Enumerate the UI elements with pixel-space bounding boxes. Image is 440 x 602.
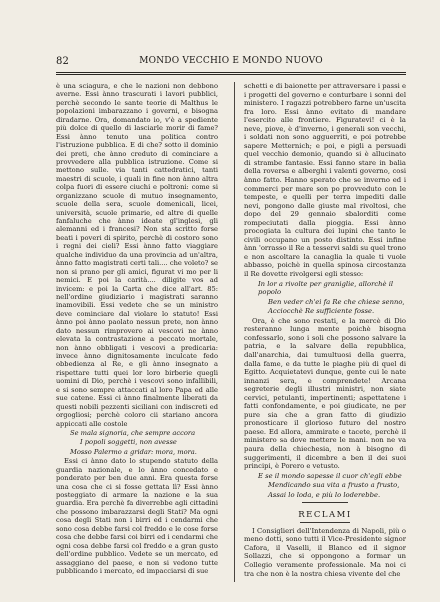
section-rule — [300, 522, 350, 523]
verse-line: Mosso Palermo a gridar: mora, mora. — [70, 447, 197, 456]
right-paragraph-3: I Consiglieri dell'Intendenza di Napoli, più o meno dotti, sono tutti il Vice-Presidente signor Cafora, il Vaselli, il Blanco ed il signor Sollazzi, che si oppongono a formar un Collegio veramente professionale. Ma noi ci tra che non è la nostra chiesa vivente del che — [244, 526, 406, 578]
verse-line: E se il mondo sapesse il cuor ch'egli ebbe — [258, 471, 402, 480]
right-paragraph-2: Ora, è che sono restati, e la mercè di Dio resteranno lunga mente poichè bisogna confessarlo, sono i soli che possono salvare la patria, e la salvare della repubblica, dall'anarchia, dai tumultuosi della guerra, dalla fame, e da tutte le piaghe più di quel di Egitto. Acquietatevi dunque, gente cui le nate innanzi sera, e comprendete! Arcana segreterie degli illustri ministri, non siate cervici, petulanti, impertinenti; aspettatene i fatti confondamente, e poi giudicate, ne per pure sia che a gran fatto di giudizio pronosticare il glorioso futuro del nostro paese. Ed allora, ammirate e tacete, perchè il ministero sa dove mettere le mani. non ne va paura della chiechesia, non à bisogno di suggerimenti, il dicembre a ben il dei suoi principi, è Porero e vetusto. — [244, 316, 406, 471]
right-paragraph-1: schetti e di baionette per attraversare i passi e i progetti del governo e conturbare i sonni del ministero. I ragazzi potrebbero farne un'uscita fra loro. Essi ànno evitato di mandare l'esercito alle frontiere. Figuratevi! ci è la neve, piove, è d'inverno, i generali son vecchi, i soldati non sono agguerriti, e poi potrebbe sapere Metternich; e poi, e pigli a persuadi quel vecchio demonio, quando si è allucinato di strambe fantasie. Essi fanno stare in balia della roversa e alberghi i valenti governo, cosi ànno fatto. Hanno sperato che se inverno ed i commerci per mare son po provveduto con le tempeste, e quelli per terra impediti dalle nevi, pongono dalle giuste mal rivoltosi, che dopo del 29 gennaio sbalorditi come rompeciutati dalla pioggia. Essi ànno procogiata la cultura dei lupini che tanto le civili occupano un posto distinto. Essi infine ànn 'orrasso il Re a tesservi saldi su quel trono e non ascoltare la canaglia la quale ti vuole abbasso, poichè in quella spinosa circostanza il Re dovette rivolgersi egli stesso: — [244, 82, 406, 279]
page-number: 82 — [56, 56, 70, 67]
left-column — [56, 82, 218, 575]
left-paragraph-1: è una sciagura, e che le nazioni non debbono averne. Essi ànno trascurati i lavori pubblici, perchè secondo le sante teorie di Malthus le popolazioni imbarazzano i governi, e bisogna diradarne. Ora, domandato io, v'è a spediente più dolce di quello di lasciarle morir di fame? Essi ànno tenuto una politica contro l'istruzione pubblica. E di che? sotto il dominio dei preti, che ànno creduto di cominciare a provvedere alla pubblica istruzione. Come si mettono sulle. via tanti cattedratici, tanti maestri di scuole, i quali in fine non ànno altra colpa fuori di essere ciuchi e poltroni: come si organizzano scuole di mutuo insegnamento, scuole della sera, scuole domenicali, licei, università, scuole primarie, ed altre di quelle fanfaluche che ànno ideate gl'inglesi, gli alemanni ed i francesi? Non sta scritto forse beati i poveri di spirito, perchè di costoro sono i regni dei cieli? Essi ànno fatto viaggiare qualche individuo da una provincia ad un'altra, ànno fatto magistrati certi tali.... che voleto? se non si prano per gli amici, figurat vi mo per li nemici. E poi la carità.... diligite vos ad invicem: e poi la Carta che dice all'art. 85: nell'ordine giudiziario i magistrati saranno inamovibili. Essi vedete che se un ministro deve cominciare dal violare lo statuto! Essi ànno poi ànno paolato nessun prete, non ànno dato nessun rimprovero ai vescovi ne ànno elevata la contrastazione a peccato mortale, non ànno obbligati i vescovi a predicaria: invece ànno dignitosamente inculcate fedo obbedienza al Re, e gli ànno insegnato a rispettare tutti quei lor loro birberie quegli uomini di Dio, perchè i vescovi sono infallibili, e si sono sempre attaccati al loro Papa ed alle sue catene. Essi ci ànno finalmente liberati da questi nobili pezzenti siciliani con indiscreti ed orgogliosi; perchè coloro cii stariano ancora appiccati alle costole — [56, 82, 218, 428]
right-column — [244, 82, 406, 578]
left-paragraph-2: Essi ci ànno dato lo stupendo statuto della guardia nazionale, e lo ànno concedato e ponderato per ben due anni. Era questa forse una cosa che ci si fosse gettata lì? Essi ànno posteggiato di armare la nazione e la sua guardia. Era perchè fa diverrebbe agli cittadini che possono imbarazzarsi degli Stati? Ma ogni cosa degli Stati non i birri ed i cendarmi che sono cosa debbe farsi col freddo e le cose forse cosa che debbe farsi coi birri ed i cendarmi che ogni cosa debbe farsi col freddo e a gran gusto dell'ordine pubblico. Vedete se un mercato, ed assaggiano del paese, e non si vedono tutte pubblicando i mercato, ed impacciarsi di sue — [56, 457, 218, 575]
verse-line: Se mala signoria, che sempre accora — [70, 428, 196, 437]
verse-line: Acciocchè Re sufficiente fosse. — [268, 307, 375, 316]
header-rule-double — [56, 74, 406, 75]
verse-line: Assai lo loda, e più lo loderebbe. — [268, 490, 381, 499]
running-title: MONDO VECCHIO E MONDO NUOVO — [139, 56, 323, 66]
verse-line: In lor a rivolte per graniglie, allorchè il popolo — [258, 279, 394, 297]
page-header — [56, 56, 406, 70]
verse-line: I popoli soggetti, non avesse — [80, 438, 177, 447]
header-rule — [56, 72, 406, 73]
section-title: RECLAMI — [298, 510, 352, 521]
column-divider — [234, 82, 235, 582]
separator-rule — [302, 502, 348, 503]
verse-line: Mendicando sua vita a frusto a frusto, — [268, 481, 400, 490]
verse-line: Ben veder ch'ei fa Re che chiese senno, — [268, 297, 405, 306]
